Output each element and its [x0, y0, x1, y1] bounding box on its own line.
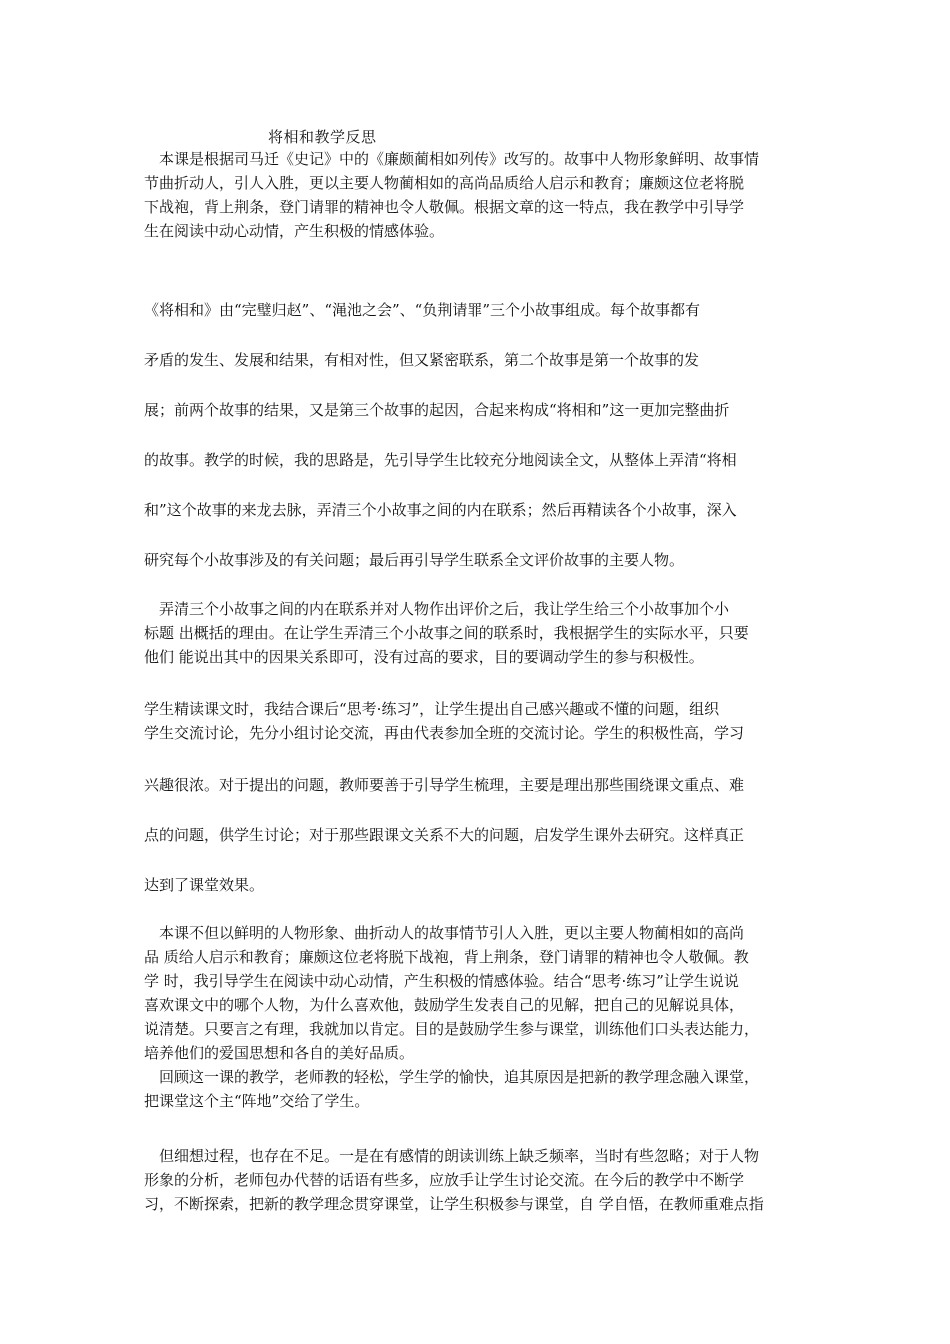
text-line: 节曲折动人，引人入胜，更以主要人物蔺相如的高尚品质给人启示和教育；廉颇这位老将脱 — [144, 174, 745, 192]
text-line: 本课是根据司马迁《史记》中的《廉颇蔺相如列传》改写的。故事中人物形象鲜明、故事情 — [144, 150, 760, 168]
text-line: 品 质给人启示和教育；廉颇这位老将脱下战袍，背上荆条，登门请罪的精神也令人敬佩。教 — [144, 948, 749, 966]
paragraph-reading — [144, 697, 804, 745]
text-line: 生在阅读中动心动情，产生积极的情感体验。 — [144, 222, 445, 240]
text-line: 和”这个故事的来龙去脉，弄清三个小故事之间的内在联系；然后再精读各个小故事，深入 — [144, 501, 737, 519]
text-line: 他们 能说出其中的因果关系即可，没有过高的要求，目的要调动学生的参与积极性。 — [144, 648, 704, 666]
document-title: 将相和教学反思 — [268, 128, 377, 146]
text-line: 研究每个小故事涉及的有关问题；最后再引导学生联系全文评价故事的主要人物。 — [144, 551, 685, 569]
text-line: 点的问题，供学生讨论；对于那些跟课文关系不大的问题，启发学生课外去研究。这样真正 — [144, 826, 745, 844]
text-line: 下战袍，背上荆条，登门请罪的精神也令人敬佩。根据文章的这一特点，我在教学中引导学 — [144, 198, 745, 216]
paragraph-characters — [144, 921, 804, 1113]
text-line: 习，不断探索，把新的教学理念贯穿课堂，让学生积极参与课堂，自 学自悟，在教师重难点指 — [144, 1195, 764, 1213]
paragraph-structure — [144, 298, 804, 572]
text-line: 回顾这一课的教学，老师教的轻松，学生学的愉快，追其原因是把新的教学理念融入课堂， — [144, 1068, 760, 1086]
paragraph-shortcomings — [144, 1144, 804, 1216]
text-line: 培养他们的爱国思想和各自的美好品质。 — [144, 1044, 415, 1062]
text-line: 展；前两个故事的结果，又是第三个故事的起因，合起来构成“将相和”这一更加完整曲折 — [144, 401, 730, 419]
text-line: 但细想过程，也存在不足。一是在有感情的朗读训练上缺乏频率，当时有些忽略；对于人物 — [144, 1147, 760, 1165]
text-line: 学生交流讨论，先分小组讨论交流，再由代表参加全班的交流讨论。学生的积极性高，学习 — [144, 724, 745, 742]
paragraph-interest — [144, 773, 804, 897]
text-line: 本课不但以鲜明的人物形象、曲折动人的故事情节引人入胜，更以主要人物蔺相如的高尚 — [144, 924, 745, 942]
text-line: 弄清三个小故事之间的内在联系并对人物作出评价之后，我让学生给三个小故事加个小 — [144, 600, 730, 618]
text-line: 说清楚。只要言之有理，我就加以肯定。目的是鼓励学生参与课堂，训练他们口头表达能力， — [144, 1020, 760, 1038]
paragraph-intro — [144, 147, 804, 243]
text-line: 矛盾的发生、发展和结果，有相对性，但又紧密联系，第二个故事是第一个故事的发 — [144, 351, 700, 369]
text-line: 形象的分析，老师包办代替的话语有些多，应放手让学生讨论交流。在今后的教学中不断学 — [144, 1171, 745, 1189]
text-line: 学生精读课文时，我结合课后“思考·练习”，让学生提出自己感兴趣或不懂的问题，组织 — [144, 700, 720, 718]
text-line: 喜欢课文中的哪个人物，为什么喜欢他，鼓励学生发表自己的见解，把自己的见解说具体， — [144, 996, 745, 1014]
text-line: 达到了课堂效果。 — [144, 876, 265, 894]
text-line: 《将相和》由“完璧归赵”、“渑池之会”、“负荆请罪”三个小故事组成。每个故事都有 — [144, 301, 701, 319]
text-line: 的故事。教学的时候，我的思路是，先引导学生比较充分地阅读全文，从整体上弄清“将相 — [144, 451, 737, 469]
text-line: 标题 出概括的理由。在让学生弄清三个小故事之间的联系时，我根据学生的实际水平，只要 — [144, 624, 749, 642]
text-line: 兴趣很浓。对于提出的问题，教师要善于引导学生梳理，主要是理出那些围绕课文重点、难 — [144, 776, 745, 794]
text-line: 学 时，我引导学生在阅读中动心动情，产生积极的情感体验。结合“思考·练习”让学生说说 — [144, 972, 739, 990]
text-line: 把课堂这个主“阵地”交给了学生。 — [144, 1092, 370, 1110]
paragraph-titles — [144, 597, 804, 669]
